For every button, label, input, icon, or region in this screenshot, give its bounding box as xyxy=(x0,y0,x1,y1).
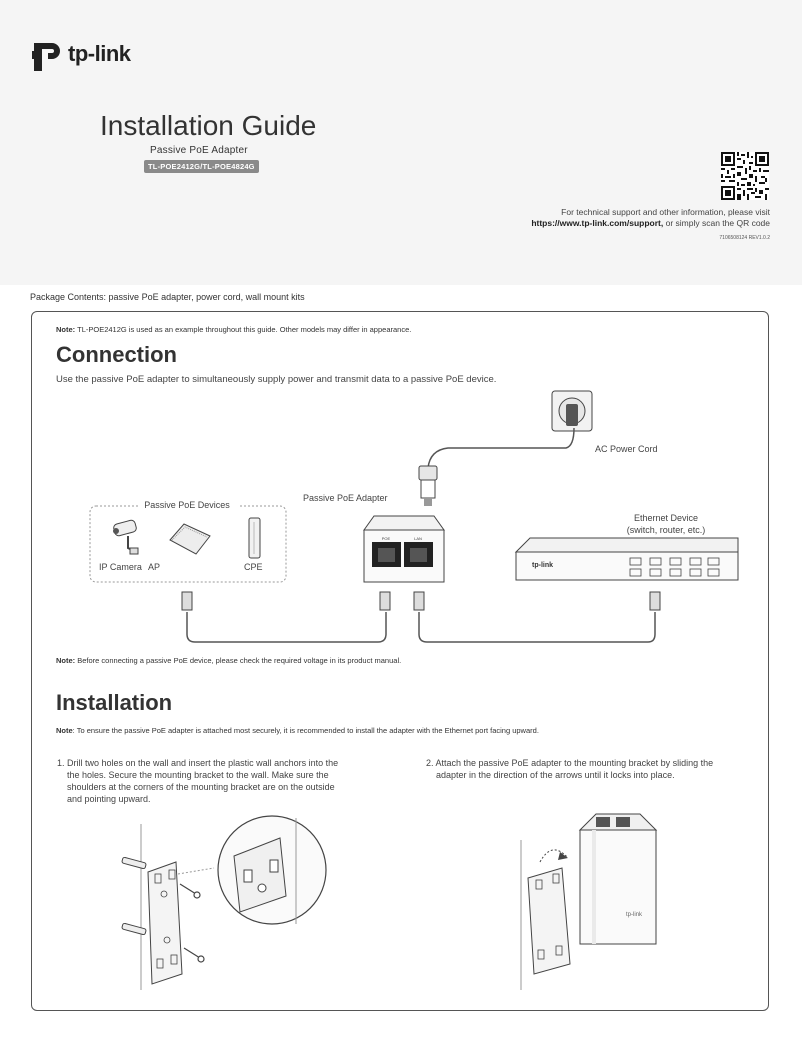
label-cpe: CPE xyxy=(244,562,263,572)
label-passive-poe-adapter: Passive PoE Adapter xyxy=(303,493,388,503)
ethernet-switch-icon xyxy=(516,538,738,580)
wall-outlet-icon xyxy=(552,391,592,431)
cpe-icon xyxy=(249,518,260,558)
note-top-label: Note: xyxy=(56,325,76,334)
connection-note-label: Note: xyxy=(56,656,76,665)
connection-heading: Connection xyxy=(56,342,177,367)
page-subtitle: Passive PoE Adapter xyxy=(150,145,248,156)
port-label-lan: LAN xyxy=(414,536,422,541)
label-ip-camera: IP Camera xyxy=(99,562,142,572)
installation-heading: Installation xyxy=(56,690,173,715)
step-2-line-1: 2. Attach the passive PoE adapter to the mounting bracket by sliding the xyxy=(426,758,714,768)
connection-description: Use the passive PoE adapter to simultaneously supply power and transmit data to a passive PoE device. xyxy=(56,374,497,385)
installation-note-text: : To ensure the passive PoE adapter is attached most securely, it is recommended to install the adapter with the Ethernet port facing upward. xyxy=(72,726,539,735)
support-line-2-rest: or simply scan the QR code xyxy=(663,218,770,228)
step-2-line-2: adapter in the direction of the arrows until it locks into place. xyxy=(436,770,675,780)
step-1-line-3: shoulders at the corners of the mounting bracket are on the outside xyxy=(67,782,335,792)
installation-note-label: Note xyxy=(56,726,73,735)
ac-plug-icon xyxy=(419,466,437,506)
model-badge: TL-POE2412G/TL-POE4824G xyxy=(144,160,259,173)
step-2-illustration xyxy=(521,814,656,990)
support-line-1: For technical support and other information, please visit xyxy=(561,207,770,217)
adapter-brand: tp-link xyxy=(626,912,643,918)
step-1-illustration xyxy=(122,816,326,990)
connection-note xyxy=(56,656,401,665)
access-point-icon xyxy=(170,524,210,554)
document-id: 7106508124 REV1.0.2 xyxy=(719,235,770,241)
label-passive-poe-devices: Passive PoE Devices xyxy=(144,500,230,510)
ethernet-cable-right xyxy=(414,592,660,642)
ac-power-cord-line xyxy=(428,428,574,468)
page-title: Installation Guide xyxy=(100,110,317,141)
brand-name: tp-link xyxy=(68,41,131,66)
package-contents: Package Contents: passive PoE adapter, power cord, wall mount kits xyxy=(30,292,305,302)
label-ethernet-device: Ethernet Device xyxy=(633,513,699,523)
connection-note-text: Before connecting a passive PoE device, please check the required voltage in its product manual. xyxy=(75,656,402,665)
note-top-text: TL-POE2412G is used as an example throughout this guide. Other models may differ in appearance. xyxy=(75,325,412,334)
port-label-poe: POE xyxy=(381,536,391,541)
poe-adapter-mounted-icon xyxy=(580,814,656,944)
switch-brand: tp-link xyxy=(532,562,553,569)
installation-step-2 xyxy=(426,757,756,781)
wall-anchor-icon xyxy=(122,857,147,935)
label-ap: AP xyxy=(148,562,161,572)
installation-step-1 xyxy=(57,757,387,805)
step-1-line-1: 1. Drill two holes on the wall and insert the plastic wall anchors into the xyxy=(57,758,339,768)
ip-camera-icon xyxy=(113,519,138,554)
step-1-line-2: the holes. Secure the mounting bracket to the wall. Make sure the xyxy=(67,770,329,780)
step-1-line-4: and pointing upward. xyxy=(67,794,151,804)
screw-icon xyxy=(180,884,204,962)
ethernet-cable-left xyxy=(182,592,390,642)
support-url-link[interactable]: https://www.tp-link.com/support, xyxy=(531,218,664,228)
zoom-detail-icon xyxy=(218,816,326,924)
label-ethernet-device-sub: (switch, router, etc.) xyxy=(626,525,706,535)
installation-note xyxy=(56,726,539,735)
label-ac-power-cord: AC Power Cord xyxy=(595,444,658,454)
installation-illustrations xyxy=(0,800,802,1005)
poe-adapter-icon xyxy=(364,516,444,582)
